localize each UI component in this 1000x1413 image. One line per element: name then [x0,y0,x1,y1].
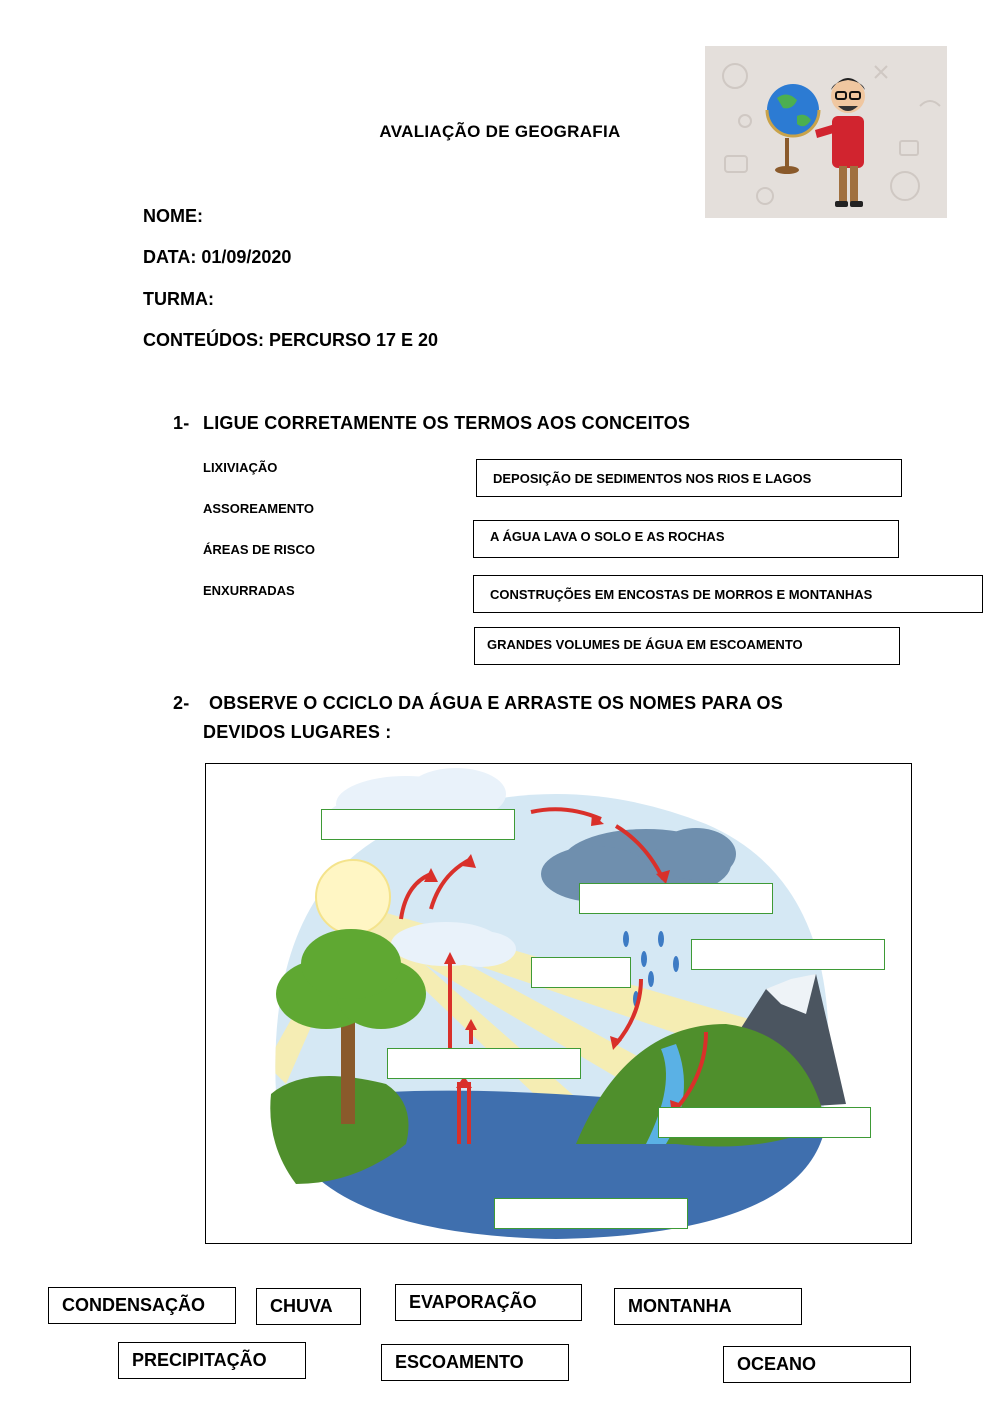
word-tile-precipitacao[interactable]: PRECIPITAÇÃO [118,1342,306,1379]
drop-zone-cloud[interactable] [579,883,773,914]
question-2-line-1: OBSERVE O CCICLO DA ÁGUA E ARRASTE OS NOMES PARA OS [209,693,783,713]
word-tile-oceano[interactable]: OCEANO [723,1346,911,1383]
drop-zone-evaporation[interactable] [387,1048,581,1079]
page-title: AVALIAÇÃO DE GEOGRAFIA [379,122,621,141]
term-lixiviacao[interactable]: LIXIVIAÇÃO [203,460,278,475]
question-1-number: 1- [173,413,190,433]
term-enxurradas[interactable]: ENXURRADAS [203,583,295,598]
contents-label: CONTEÚDOS: PERCURSO 17 E 20 [143,330,439,350]
question-1-text: LIGUE CORRETAMENTE OS TERMOS AOS CONCEITOS [203,413,691,433]
water-cycle-illustration [206,764,912,1244]
concept-box-deposicao[interactable]: DEPOSIÇÃO DE SEDIMENTOS NOS RIOS E LAGOS [476,459,902,497]
word-tile-evaporacao[interactable]: EVAPORAÇÃO [395,1284,582,1321]
term-assoreamento[interactable]: ASSOREAMENTO [203,501,314,516]
concept-box-grandes-volumes[interactable]: GRANDES VOLUMES DE ÁGUA EM ESCOAMENTO [474,627,900,665]
drop-zone-rain[interactable] [691,939,885,970]
term-areas-de-risco[interactable]: ÁREAS DE RISCO [203,542,315,557]
word-tile-chuva[interactable]: CHUVA [256,1288,361,1325]
drop-zone-ocean[interactable] [494,1198,688,1229]
water-cycle-diagram [205,763,912,1244]
word-tile-escoamento[interactable]: ESCOAMENTO [381,1344,569,1381]
teacher-globe-illustration [705,46,947,218]
question-2-number: 2- [173,693,190,713]
drop-zone-runoff[interactable] [658,1107,871,1138]
word-tile-condensacao[interactable]: CONDENSAÇÃO [48,1287,236,1324]
class-field-label: TURMA: [143,289,214,309]
name-field-label: NOME: [143,206,203,226]
teacher-avatar-image [705,46,947,218]
concept-box-agua-lava[interactable]: A ÁGUA LAVA O SOLO E AS ROCHAS [473,520,899,558]
concept-box-construcoes[interactable]: CONSTRUÇÕES EM ENCOSTAS DE MORROS E MONTANHAS [473,575,983,613]
word-tile-montanha[interactable]: MONTANHA [614,1288,802,1325]
drop-zone-condensation[interactable] [321,809,515,840]
date-label: DATA: 01/09/2020 [143,247,292,267]
question-2-line-2: DEVIDOS LUGARES : [203,722,392,742]
drop-zone-small[interactable] [531,957,631,988]
